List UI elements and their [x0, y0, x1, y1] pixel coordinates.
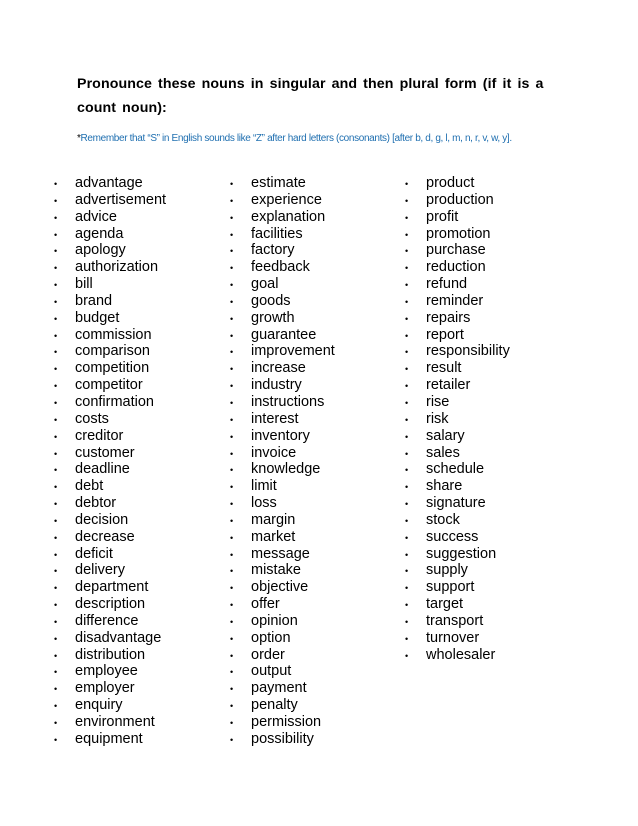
bullet-icon: •	[405, 330, 409, 341]
bullet-icon: •	[54, 347, 58, 358]
noun-word: possibility	[251, 730, 314, 747]
list-item	[230, 360, 335, 377]
list-item	[54, 292, 166, 310]
noun-word: facilities	[251, 225, 303, 242]
bullet-icon: •	[54, 566, 58, 577]
bullet-icon: •	[54, 364, 58, 375]
noun-word: suggestion	[426, 545, 497, 562]
list-item	[405, 326, 510, 344]
note-asterisk: *	[77, 133, 81, 144]
list-item	[54, 276, 166, 293]
noun-word: customer	[75, 444, 135, 461]
list-item	[230, 730, 335, 748]
bullet-icon: •	[54, 515, 58, 526]
bullet-icon: •	[230, 347, 234, 358]
noun-word: report	[426, 326, 464, 343]
bullet-icon: •	[230, 364, 234, 375]
noun-word: growth	[251, 309, 295, 326]
bullet-icon: •	[54, 330, 58, 341]
noun-word: authorization	[75, 259, 159, 276]
list-item	[54, 343, 166, 360]
list-item	[230, 427, 335, 445]
list-item	[230, 714, 335, 731]
bullet-icon: •	[405, 600, 409, 611]
noun-word: margin	[251, 511, 296, 528]
bullet-icon: •	[230, 229, 234, 240]
noun-word: mistake	[251, 562, 301, 579]
noun-word: decision	[75, 511, 129, 528]
noun-word: comparison	[75, 343, 150, 360]
bullet-icon: •	[230, 718, 234, 728]
bullet-icon: •	[230, 734, 234, 745]
list-item	[230, 596, 335, 613]
bullet-icon: •	[230, 515, 234, 526]
noun-word: agenda	[75, 225, 124, 242]
noun-word: disadvantage	[75, 629, 162, 646]
noun-word: result	[426, 360, 462, 377]
list-item	[54, 697, 166, 714]
noun-word: feedback	[251, 259, 310, 276]
bullet-icon: •	[54, 246, 58, 257]
noun-word: responsibility	[426, 343, 510, 360]
bullet-icon: •	[54, 212, 58, 223]
noun-word: transport	[426, 612, 484, 629]
bullet-icon: •	[54, 414, 58, 425]
list-item	[230, 377, 335, 394]
noun-word: penalty	[251, 697, 298, 714]
bullet-icon: •	[405, 280, 409, 291]
list-item	[405, 175, 510, 192]
noun-word: description	[75, 596, 146, 613]
bullet-icon: •	[54, 734, 58, 745]
list-item	[405, 461, 510, 478]
list-item	[54, 410, 166, 428]
noun-word: instructions	[251, 393, 325, 410]
noun-word: employer	[75, 680, 135, 697]
bullet-icon: •	[405, 633, 409, 644]
noun-word: option	[251, 629, 291, 646]
bullet-icon: •	[405, 296, 409, 307]
bullet-icon: •	[54, 650, 58, 661]
list-item	[54, 208, 166, 226]
noun-word: objective	[251, 579, 309, 596]
list-item	[405, 393, 510, 411]
bullet-icon: •	[230, 532, 234, 543]
list-item	[230, 242, 335, 259]
bullet-icon: •	[54, 280, 58, 291]
noun-word: increase	[251, 360, 306, 377]
noun-word: goal	[251, 276, 279, 293]
noun-word: employee	[75, 663, 138, 680]
bullet-icon: •	[405, 313, 409, 324]
noun-word: deadline	[75, 461, 130, 478]
bullet-icon: •	[54, 718, 58, 728]
bullet-icon: •	[54, 684, 58, 695]
list-item	[230, 528, 335, 546]
bullet-icon: •	[230, 179, 234, 189]
list-item	[405, 629, 510, 647]
noun-word: invoice	[251, 444, 297, 461]
bullet-icon: •	[230, 482, 234, 493]
noun-word: deficit	[75, 545, 113, 562]
list-item	[405, 562, 510, 579]
bullet-icon: •	[54, 701, 58, 712]
list-item	[230, 444, 335, 462]
bullet-icon: •	[405, 448, 409, 459]
bullet-icon: •	[405, 431, 409, 442]
bullet-icon: •	[230, 330, 234, 341]
bullet-icon: •	[54, 583, 58, 594]
bullet-icon: •	[54, 431, 58, 442]
noun-word: repairs	[426, 309, 471, 326]
list-item	[230, 579, 335, 596]
list-item	[405, 343, 510, 360]
noun-word: factory	[251, 242, 295, 259]
list-item	[54, 629, 166, 647]
noun-word: salary	[426, 427, 465, 444]
bullet-icon: •	[405, 616, 409, 627]
noun-word: decrease	[75, 528, 135, 545]
noun-word: difference	[75, 612, 139, 629]
bullet-icon: •	[405, 465, 409, 476]
noun-word: turnover	[426, 629, 480, 646]
noun-word: costs	[75, 410, 109, 427]
bullet-icon: •	[54, 381, 58, 392]
list-item	[405, 410, 510, 428]
list-item	[54, 427, 166, 445]
list-item	[54, 528, 166, 546]
noun-word: enquiry	[75, 697, 123, 714]
bullet-icon: •	[405, 566, 409, 577]
noun-word: bill	[75, 276, 93, 293]
list-item	[54, 309, 166, 327]
noun-word: competition	[75, 360, 150, 377]
list-item	[405, 478, 510, 495]
bullet-icon: •	[230, 499, 234, 510]
noun-column-1	[54, 175, 167, 748]
list-item	[230, 562, 335, 579]
noun-word: improvement	[251, 343, 335, 360]
list-item	[54, 495, 166, 512]
noun-word: market	[251, 528, 296, 545]
noun-word: advantage	[75, 175, 143, 191]
bullet-icon: •	[405, 246, 409, 257]
noun-word: limit	[251, 478, 277, 495]
list-item	[405, 259, 510, 276]
list-item	[405, 208, 510, 226]
list-item	[54, 545, 166, 563]
list-item	[405, 444, 510, 462]
list-item	[405, 360, 510, 377]
noun-word: share	[426, 478, 463, 495]
list-item	[230, 680, 335, 697]
list-item	[54, 461, 166, 478]
noun-word: supply	[426, 562, 468, 579]
noun-word: knowledge	[251, 461, 321, 478]
list-item	[54, 393, 166, 411]
noun-word: message	[251, 545, 310, 562]
bullet-icon: •	[405, 482, 409, 493]
list-item	[54, 579, 166, 596]
bullet-icon: •	[405, 549, 409, 560]
bullet-icon: •	[230, 414, 234, 425]
bullet-icon: •	[230, 549, 234, 560]
bullet-icon: •	[230, 600, 234, 611]
noun-word: estimate	[251, 175, 306, 191]
bullet-icon: •	[405, 583, 409, 594]
noun-word: wholesaler	[426, 646, 496, 663]
bullet-icon: •	[405, 229, 409, 240]
noun-word: advertisement	[75, 191, 167, 208]
noun-word: guarantee	[251, 326, 317, 343]
bullet-icon: •	[230, 313, 234, 324]
bullet-icon: •	[230, 431, 234, 442]
list-item	[54, 562, 166, 579]
noun-word: support	[426, 579, 475, 596]
bullet-icon: •	[54, 600, 58, 611]
bullet-icon: •	[230, 195, 234, 206]
list-item	[230, 225, 335, 243]
bullet-icon: •	[54, 549, 58, 560]
list-item	[405, 242, 510, 259]
list-item	[405, 495, 510, 512]
bullet-icon: •	[405, 414, 409, 425]
noun-word: department	[75, 579, 149, 596]
bullet-icon: •	[230, 263, 234, 274]
bullet-icon: •	[230, 616, 234, 627]
bullet-icon: •	[54, 397, 58, 408]
list-item	[405, 579, 510, 596]
list-item	[405, 225, 510, 243]
list-item	[405, 646, 510, 664]
list-item	[405, 545, 510, 563]
bullet-icon: •	[405, 381, 409, 392]
list-item	[230, 309, 335, 327]
list-item	[230, 697, 335, 714]
bullet-icon: •	[230, 246, 234, 257]
noun-word: goods	[251, 292, 291, 309]
bullet-icon: •	[405, 515, 409, 526]
bullet-icon: •	[230, 397, 234, 408]
list-item	[230, 461, 335, 478]
noun-word: permission	[251, 714, 322, 730]
bullet-icon: •	[405, 212, 409, 223]
list-item	[405, 292, 510, 310]
noun-word: debt	[75, 478, 104, 495]
bullet-icon: •	[54, 448, 58, 459]
noun-word: production	[426, 191, 494, 208]
list-item	[405, 191, 510, 209]
list-item	[54, 242, 166, 259]
list-item	[54, 511, 166, 529]
list-item	[54, 377, 166, 394]
list-item	[230, 208, 335, 226]
noun-word: success	[426, 528, 479, 545]
noun-word: industry	[251, 377, 302, 394]
bullet-icon: •	[230, 633, 234, 644]
list-item	[230, 478, 335, 495]
bullet-icon: •	[230, 650, 234, 661]
bullet-icon: •	[230, 381, 234, 392]
bullet-icon: •	[54, 667, 58, 678]
list-item	[230, 326, 335, 344]
bullet-icon: •	[230, 448, 234, 459]
bullet-icon: •	[54, 499, 58, 510]
noun-word: promotion	[426, 225, 491, 242]
bullet-icon: •	[230, 701, 234, 712]
bullet-icon: •	[230, 212, 234, 223]
noun-word: payment	[251, 680, 307, 697]
noun-word: interest	[251, 410, 299, 427]
list-item	[54, 730, 166, 748]
noun-word: confirmation	[75, 393, 154, 410]
bullet-icon: •	[54, 482, 58, 493]
noun-word: stock	[426, 511, 460, 528]
list-item	[405, 528, 510, 546]
noun-word: competitor	[75, 377, 143, 394]
list-item	[230, 259, 335, 276]
bullet-icon: •	[54, 229, 58, 240]
bullet-icon: •	[230, 280, 234, 291]
list-item	[405, 309, 510, 327]
noun-word: environment	[75, 714, 155, 730]
instruction-title: Pronounce these nouns in singular and then plural form (if it is a count noun):	[77, 76, 544, 116]
bullet-icon: •	[405, 179, 409, 189]
noun-word: equipment	[75, 730, 143, 747]
list-item	[230, 343, 335, 360]
bullet-icon: •	[230, 667, 234, 678]
list-item	[405, 596, 510, 613]
list-item	[230, 191, 335, 209]
noun-word: risk	[426, 410, 449, 427]
list-item	[405, 276, 510, 293]
list-item	[230, 410, 335, 428]
list-item	[405, 377, 510, 394]
noun-word: brand	[75, 292, 113, 309]
bullet-icon: •	[405, 650, 409, 661]
bullet-icon: •	[54, 195, 58, 206]
noun-word: retailer	[426, 377, 471, 394]
noun-word: budget	[75, 309, 120, 326]
bullet-icon: •	[405, 499, 409, 510]
bullet-icon: •	[230, 296, 234, 307]
pronunciation-note	[77, 129, 567, 148]
noun-word: opinion	[251, 612, 298, 629]
noun-word: target	[426, 596, 464, 613]
bullet-icon: •	[405, 195, 409, 206]
bullet-icon: •	[405, 347, 409, 358]
bullet-icon: •	[230, 583, 234, 594]
noun-word: signature	[426, 495, 486, 512]
bullet-icon: •	[405, 263, 409, 274]
list-item	[405, 511, 510, 529]
list-item	[405, 427, 510, 445]
list-item	[54, 612, 166, 630]
noun-word: experience	[251, 191, 322, 208]
noun-word: output	[251, 663, 292, 680]
noun-word: order	[251, 646, 285, 663]
list-item	[54, 663, 166, 680]
list-item	[230, 276, 335, 293]
noun-word: delivery	[75, 562, 125, 579]
bullet-icon: •	[54, 633, 58, 644]
noun-word: debtor	[75, 495, 117, 512]
bullet-icon: •	[405, 364, 409, 375]
list-item	[405, 612, 510, 630]
noun-word: reduction	[426, 259, 486, 276]
list-item	[54, 191, 167, 209]
noun-word: reminder	[426, 292, 484, 309]
bullet-icon: •	[54, 296, 58, 307]
list-item	[230, 511, 335, 529]
bullet-icon: •	[54, 532, 58, 543]
note-letters: [after b, d, g, l, m, n, r, v, w, y].	[389, 133, 512, 144]
noun-word: sales	[426, 444, 460, 461]
list-item	[230, 545, 335, 563]
bullet-icon: •	[230, 465, 234, 476]
list-item	[54, 360, 166, 377]
list-item	[54, 175, 166, 192]
list-item	[230, 292, 335, 310]
bullet-icon: •	[54, 179, 58, 189]
noun-word: purchase	[426, 242, 486, 259]
noun-word: loss	[251, 495, 277, 512]
list-item	[54, 478, 166, 495]
list-item	[54, 596, 166, 613]
bullet-icon: •	[54, 616, 58, 627]
noun-word: inventory	[251, 427, 310, 444]
noun-column-2	[230, 175, 335, 748]
noun-word: rise	[426, 393, 450, 410]
list-item	[230, 393, 335, 411]
noun-word: distribution	[75, 646, 146, 663]
list-item	[230, 612, 335, 630]
list-item	[230, 495, 335, 512]
bullet-icon: •	[54, 465, 58, 476]
noun-word: offer	[251, 596, 280, 613]
noun-column-3	[405, 175, 510, 663]
bullet-icon: •	[54, 263, 58, 274]
noun-word: commission	[75, 326, 152, 343]
list-item	[54, 444, 166, 462]
noun-word: profit	[426, 208, 459, 225]
list-item	[54, 225, 166, 243]
list-item	[54, 680, 166, 697]
noun-word: advice	[75, 208, 117, 225]
list-item	[230, 663, 335, 680]
note-text: Remember that “S” in English sounds like “Z” after hard letters (consonants)	[80, 133, 390, 144]
noun-word: product	[426, 175, 475, 191]
list-item	[230, 646, 335, 664]
bullet-icon: •	[54, 313, 58, 324]
bullet-icon: •	[405, 532, 409, 543]
list-item	[230, 629, 335, 647]
noun-word: refund	[426, 276, 468, 293]
noun-word: schedule	[426, 461, 485, 478]
list-item	[54, 259, 166, 276]
bullet-icon: •	[230, 566, 234, 577]
noun-word: explanation	[251, 208, 326, 225]
bullet-icon: •	[230, 684, 234, 695]
list-item	[54, 714, 166, 731]
list-item	[54, 646, 166, 664]
list-item	[230, 175, 335, 192]
noun-word: apology	[75, 242, 126, 259]
list-item	[54, 326, 166, 344]
noun-word: creditor	[75, 427, 124, 444]
bullet-icon: •	[405, 397, 409, 408]
